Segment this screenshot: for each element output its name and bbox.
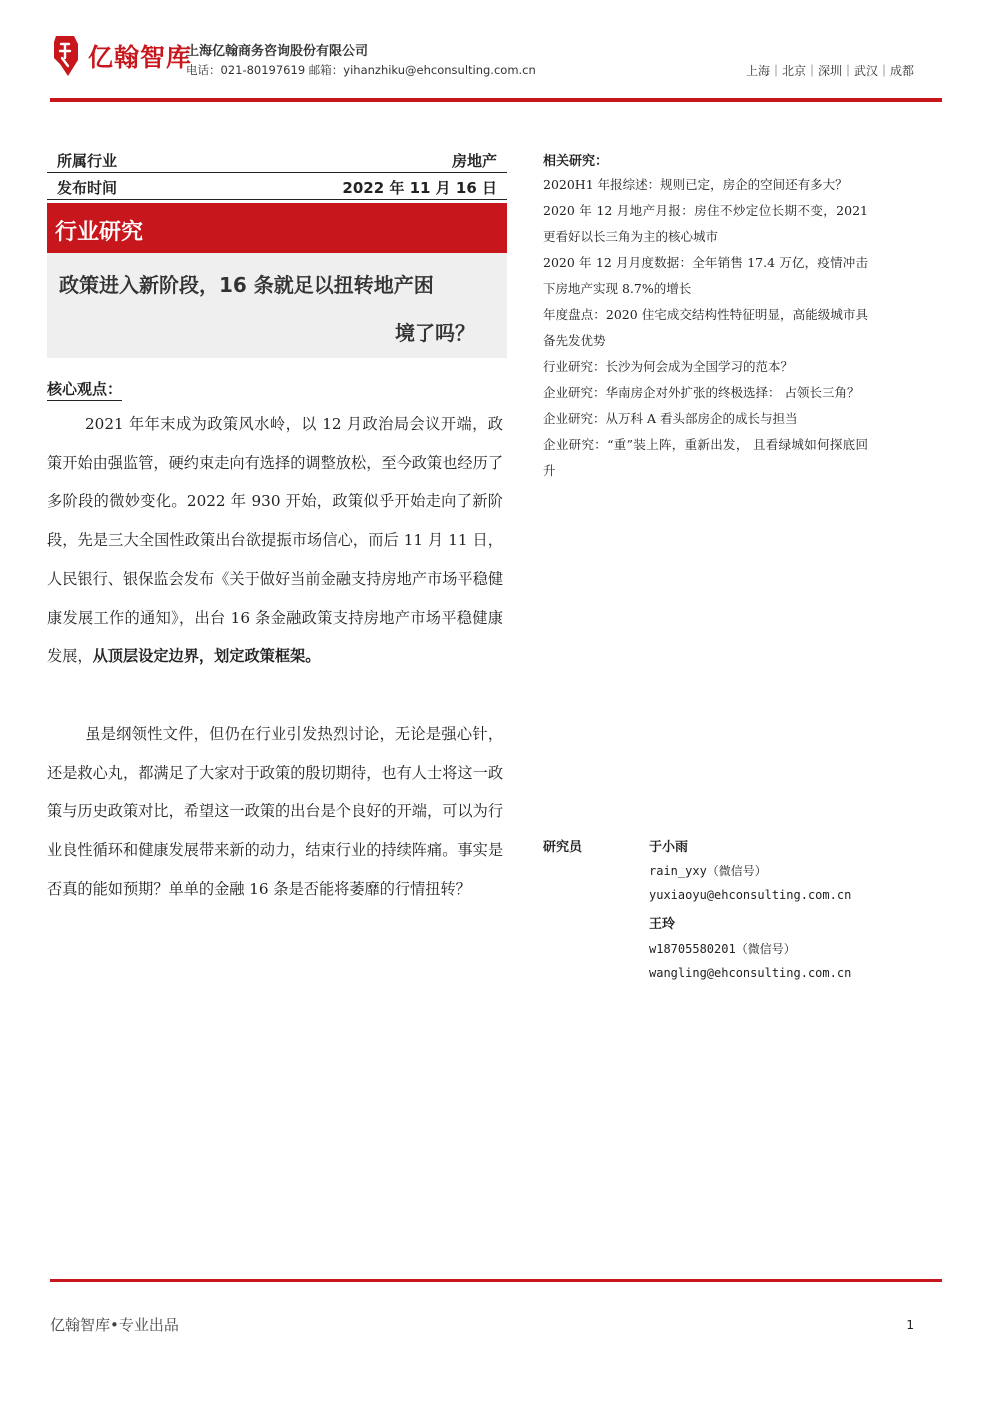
company-name: 上海亿翰商务咨询股份有限公司 [186, 44, 369, 59]
core-paragraph-1 [47, 405, 503, 676]
related-item[interactable]: 行业研究：长沙为何会成为全国学习的范本？ [543, 359, 794, 374]
header-divider [50, 98, 942, 102]
report-title-line1: 政策进入新阶段，16 条就足以扭转地产困 [59, 273, 434, 297]
industry-value: 房地产 [451, 152, 497, 170]
core-paragraph-2-text: 虽是纲领性文件，但仍在行业引发热烈讨论，无论是强心针，还是救心丸，都满足了大家对于政策的殷切期待，也有人士将这一政策与历史政策对比，希望这一政策的出台是个良好的开端，可以为行业良性循环和健康发展带来新的动力，结束行业的持续阵痛。事实是否真的能如预期？单单的金融 16 条是否能将萎靡的行情扭转？ [47, 725, 503, 898]
analyst-label: 研究员 [543, 840, 583, 855]
footer-divider [50, 1279, 942, 1282]
related-item[interactable]: 2020 年 12 月地产月报：房住不炒定位长期不变，2021 更看好以长三角为主的核心城市 [543, 203, 868, 244]
related-research-list [543, 172, 868, 484]
report-title-box [47, 253, 507, 358]
analyst-2-wechat: w18705580201（微信号） [649, 942, 796, 956]
related-item[interactable]: 年度盘点：2020 住宅成交结构性特征明显，高能级城市具备先发优势 [543, 307, 868, 348]
core-viewpoint-heading: 核心观点： [47, 378, 122, 401]
footer-brand: 亿翰智库•专业出品 [50, 1316, 179, 1334]
core-paragraph-1-bold: 从顶层设定边界，划定政策框架。 [92, 647, 321, 666]
related-item[interactable]: 企业研究：“重”装上阵，重新出发， 且看绿城如何探底回升 [543, 437, 868, 478]
office-cities: 上海｜北京｜深圳｜武汉｜成都 [745, 64, 914, 78]
date-row [47, 173, 507, 200]
analyst-1-wechat: rain_yxy（微信号） [649, 864, 767, 878]
analyst-2-name: 王玲 [649, 917, 676, 932]
industry-label: 所属行业 [57, 152, 118, 170]
related-item[interactable]: 企业研究：华南房企对外扩张的终极选择： 占领长三角？ [543, 385, 860, 400]
analyst-1-name: 于小雨 [649, 840, 689, 855]
page-number: 1 [906, 1318, 914, 1332]
company-logo-icon [50, 34, 80, 78]
industry-row [47, 146, 507, 173]
related-item[interactable]: 2020 年 12 月月度数据：全年销售 17.4 万亿，疫情冲击下房地产实现 8.7%的增长 [543, 255, 868, 296]
date-value: 2022 年 11 月 16 日 [342, 179, 497, 197]
report-title-line2: 境了吗？ [395, 321, 475, 345]
category-banner [47, 203, 507, 253]
related-item[interactable]: 企业研究：从万科 A 看头部房企的成长与担当 [543, 411, 798, 426]
analyst-2-email[interactable]: wangling@ehconsulting.com.cn [649, 966, 852, 980]
category-label: 行业研究 [55, 220, 144, 245]
related-research-heading: 相关研究： [543, 154, 609, 169]
related-item[interactable]: 2020H1 年报综述：规则已定，房企的空间还有多大？ [543, 177, 848, 192]
date-label: 发布时间 [57, 179, 118, 197]
core-paragraph-2 [47, 715, 503, 909]
contact-info: 电话：021-80197619 邮箱：yihanzhiku@ehconsulting.com.cn [186, 63, 536, 77]
core-paragraph-1-text: 2021 年年末成为政策风水岭，以 12 月政治局会议开端，政策开始由强监管，硬约束走向有选择的调整放松，至今政策也经历了多阶段的微妙变化。2022 年 930 开始，政策似乎开始走向了新阶段，先是三大全国性政策出台欲提振市场信心，而后 11 月 11 日，人民银行、银保监会发布《关于做好当前金融支持房地产市场平稳健康发展工作的通知》，出台 16 条金融政策支持房地产市场平稳健康发展， [47, 415, 503, 666]
analyst-1-email[interactable]: yuxiaoyu@ehconsulting.com.cn [649, 888, 852, 902]
logo-text: 亿翰智库 [88, 43, 193, 72]
